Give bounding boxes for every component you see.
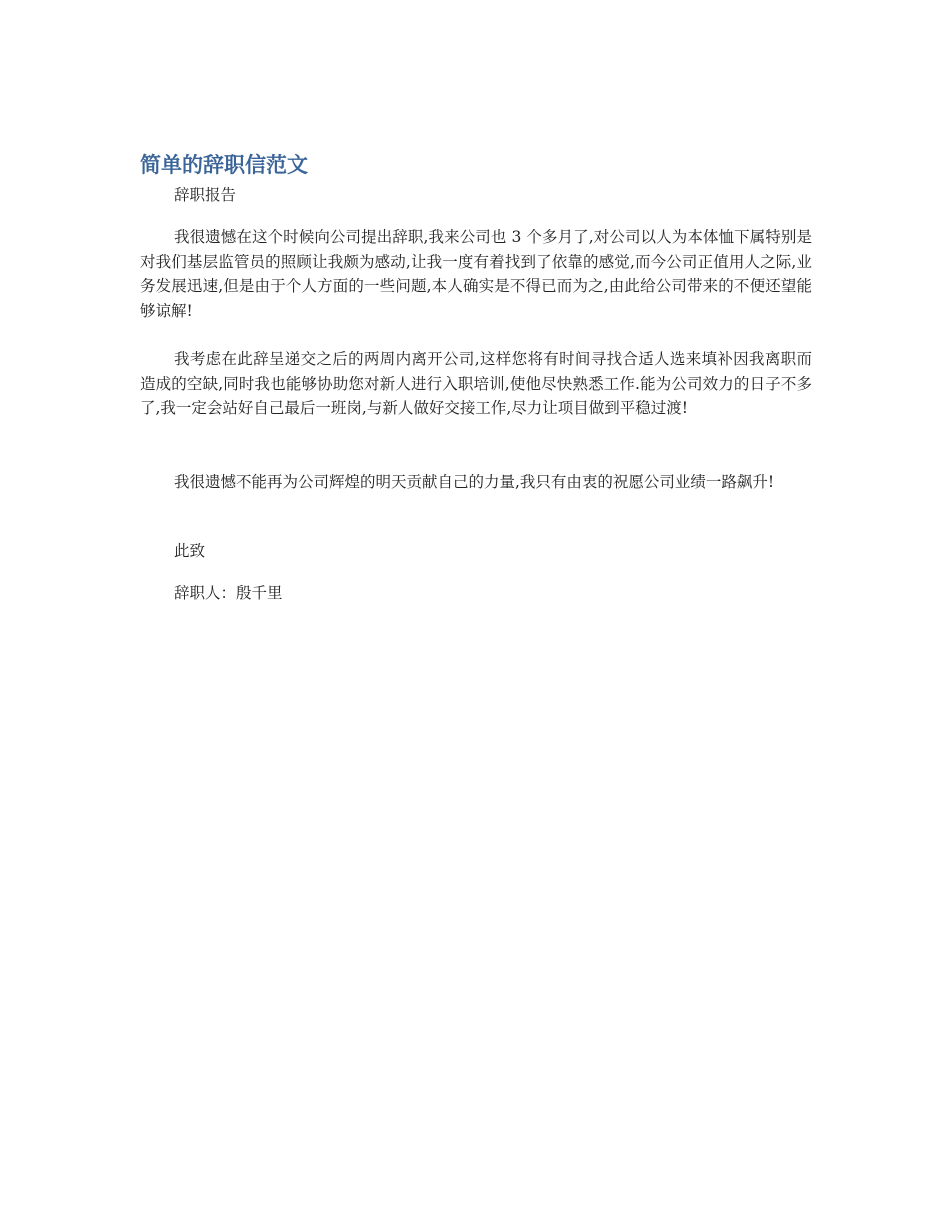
paragraph-3: 我很遗憾不能再为公司辉煌的明天贡献自己的力量,我只有由衷的祝愿公司业绩一路飙升!	[174, 473, 775, 491]
document-title: 简单的辞职信范文	[140, 153, 308, 177]
document-subtitle: 辞职报告	[174, 186, 237, 204]
paragraph-1: 我很遗憾在这个时候向公司提出辞职,我来公司也 3 个多月了,对公司以人为本体恤下属特别是对我们基层监管员的照顾让我颇为感动,让我一度有着找到了依靠的感觉,而今公司正值用人之际,业务发展迅速,但是由于个人方面的一些问题,本人确实是不得已而为之,由此给公司带来的不便还望能够谅解!	[140, 228, 812, 320]
paragraph-2: 我考虑在此辞呈递交之后的两周内离开公司,这样您将有时间寻找合适人选来填补因我离职而造成的空缺,同时我也能够协助您对新人进行入职培训,使他尽快熟悉工作.能为公司效力的日子不多了,我一定会站好自己最后一班岗,与新人做好交接工作,尽力让项目做到平稳过渡!	[140, 350, 812, 417]
closing-line: 此致	[174, 542, 206, 560]
signature-line: 辞职人：殷千里	[174, 584, 283, 602]
